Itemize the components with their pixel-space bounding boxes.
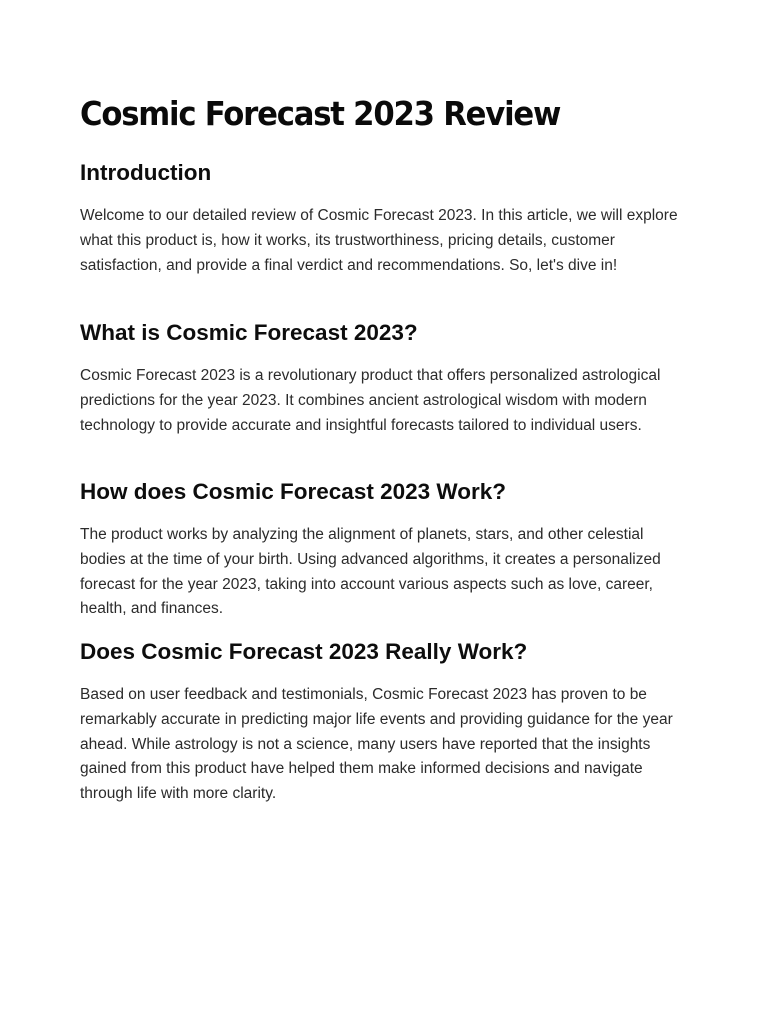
section-paragraph: Based on user feedback and testimonials, Cosmic Forecast 2023 has proven to be remarkably accurate in predicting major life events and providing guidance for the year ahead. While astrology is not a science, many users have reported that the insights gained from this product have helped them make informed decisions and navigate through life with more clarity. (80, 686, 673, 803)
section-heading: Does Cosmic Forecast 2023 Really Work? (80, 639, 528, 664)
section-introduction (80, 158, 688, 278)
section-paragraph: The product works by analyzing the alignment of planets, stars, and other celestial bodies at the time of your birth. Using advanced algorithms, it creates a personalized forecast for the year 2023, taking into account various aspects such as love, career, health, and finances. (80, 526, 661, 618)
section-paragraph: Cosmic Forecast 2023 is a revolutionary product that offers personalized astrological predictions for the year 2023. It combines ancient astrological wisdom with modern technology to provide accurate and insightful forecasts tailored to individual users. (80, 367, 661, 434)
section-heading: Introduction (80, 160, 212, 185)
page-title: Cosmic Forecast 2023 Review (80, 94, 561, 133)
section-heading: How does Cosmic Forecast 2023 Work? (80, 479, 506, 504)
section-what-is (80, 318, 688, 438)
section-does-it-work (80, 637, 688, 807)
section-heading: What is Cosmic Forecast 2023? (80, 320, 418, 345)
section-how-it-works (80, 477, 688, 622)
section-paragraph: Welcome to our detailed review of Cosmic Forecast 2023. In this article, we will explore what this product is, how it works, its trustworthiness, pricing details, customer satisfaction, and provide a final verdict and recommendations. So, let's dive in! (80, 207, 678, 274)
